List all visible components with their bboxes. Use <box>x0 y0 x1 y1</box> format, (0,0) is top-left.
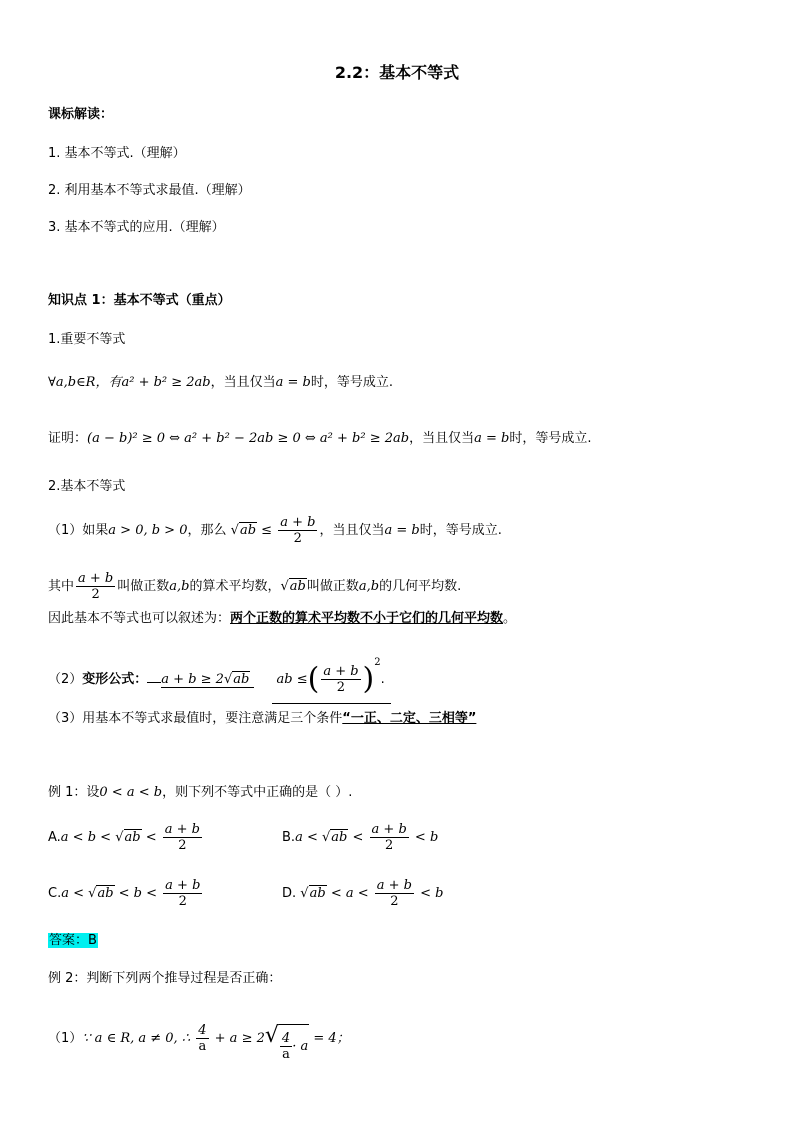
proof-expr: (a − b)² ≥ 0 ⇔ a² + b² − 2ab ≥ 0 ⇔ a² + b² ≥ 2ab <box>87 431 410 446</box>
variant-label: 变形公式： <box>82 672 148 687</box>
highlight-statement: 两个正数的算术平均数不小于它们的几何平均数 <box>230 611 504 626</box>
text: 其中 <box>48 579 75 594</box>
variant-formulas <box>48 640 391 704</box>
curriculum-heading: 课标解读： <box>48 107 114 122</box>
sqrt-expr: √ab <box>88 886 114 901</box>
sqrt-expr: √ab <box>115 830 141 845</box>
curriculum-item: 2. 利用基本不等式求最值.（理解） <box>48 183 251 198</box>
fraction: $\frac{a + b}{2}$ <box>164 822 200 853</box>
mean-definition <box>48 570 461 604</box>
text: 时，等号成立. <box>419 523 502 538</box>
equality-cond: a = b <box>275 375 311 390</box>
text: 的几何平均数. <box>379 579 462 594</box>
condition: 0 < a < b <box>99 785 163 800</box>
inequality-expr: a² + b² ≥ 2ab <box>121 375 211 390</box>
proof-line <box>48 430 591 448</box>
curriculum-item: 1. 基本不等式.（理解） <box>48 146 186 161</box>
text: （1）如果 <box>48 523 109 538</box>
text: ，当且仅当 <box>319 523 385 538</box>
option-d[interactable]: D. √ab < a < $\frac{a + b}{2}$ < b <box>282 876 444 912</box>
text: ，当且仅当 <box>210 375 276 390</box>
knowledge-heading: 知识点 1：基本不等式（重点） <box>48 293 231 308</box>
option-label: C. <box>48 886 62 901</box>
quantifier-expr: ∀a,b∈R，有 <box>48 375 122 390</box>
basic-inequality <box>48 514 502 548</box>
blank <box>147 682 161 683</box>
option-c[interactable]: C.a < √ab < b < $\frac{a + b}{2}$ <box>48 876 204 912</box>
text: （1） <box>48 1031 83 1046</box>
text: 叫做正数 <box>117 579 170 594</box>
option-label: B. <box>282 830 296 845</box>
conditions-phrase: “一正、二定、三相等” <box>342 711 477 726</box>
subsection-title: 1.重要不等式 <box>48 332 126 347</box>
fraction: $\frac{a + b}{2}$ <box>280 515 316 546</box>
option-b[interactable]: B.a < √ab < $\frac{a + b}{2}$ < b <box>282 820 438 856</box>
fraction: $\frac{a + b}{2}$ <box>165 878 201 909</box>
three-conditions <box>48 710 476 728</box>
sqrt-expr: √ab <box>300 886 326 901</box>
premise-expr: ∵ a ∈ R, a ≠ 0, ∴ <box>82 1031 191 1046</box>
option-label: D. <box>282 886 297 901</box>
text: 叫做正数 <box>306 579 359 594</box>
text: 例 1：设 <box>48 785 100 800</box>
text: （3）用基本不等式求最值时，要注意满足三个条件 <box>48 711 343 726</box>
curriculum-item: 3. 基本不等式的应用.（理解） <box>48 220 225 235</box>
example2-part1: （1）∵ a ∈ R, a ≠ 0, ∴ $\frac{4}{a}$ + a ≥ 2√ $\frac{4}{a}$ · a = 4； <box>48 1014 350 1069</box>
equality-cond: a = b <box>474 431 510 446</box>
subsection-title: 2.基本不等式 <box>48 479 126 494</box>
sqrt-expr: √ $\frac{4}{a}$ · a <box>265 1014 309 1069</box>
var-ab: a,b <box>358 579 380 594</box>
text: 时，等号成立. <box>310 375 394 390</box>
var-ab: a,b <box>169 579 190 594</box>
formula-2: ab ≤( $\frac{a + b}{2}$ )$^2$. <box>272 640 390 704</box>
page-title: 2.2：基本不等式 <box>334 63 460 82</box>
text: ，则下列不等式中正确的是（ ）. <box>162 785 353 800</box>
sqrt-expr: √ab <box>230 523 257 538</box>
text: 的算术平均数， <box>189 579 281 594</box>
fraction: $\frac{a + b}{2}$ <box>78 571 114 602</box>
restatement <box>48 610 516 628</box>
example1-stem <box>48 784 352 802</box>
answer-line <box>48 932 98 950</box>
text: ，当且仅当 <box>409 431 475 446</box>
equality-cond: a = b <box>384 523 420 538</box>
fraction: $\frac{a + b}{2}$ <box>371 822 407 853</box>
option-a[interactable]: A.a < b < √ab < $\frac{a + b}{2}$ <box>48 820 204 856</box>
text: 。 <box>503 611 517 626</box>
positive-cond: a > 0, b > 0 <box>108 523 188 538</box>
text: ，那么 <box>187 523 227 538</box>
sqrt-expr: √ab <box>321 830 348 845</box>
text: 时，等号成立. <box>509 431 592 446</box>
sqrt-expr: √ab <box>280 579 306 594</box>
text: （2） <box>48 672 83 687</box>
proof-label: 证明： <box>48 431 88 446</box>
fraction: $\frac{4}{a}$ <box>198 1023 207 1054</box>
fraction: $\frac{a + b}{2}$ <box>376 878 412 909</box>
formula-1: a + b ≥ 2√ab <box>161 672 254 688</box>
answer-badge: 答案：B <box>49 933 97 948</box>
example2-stem: 例 2：判断下列两个推导过程是否正确： <box>48 971 282 986</box>
option-label: A. <box>48 830 61 845</box>
text: 因此基本不等式也可以叙述为： <box>48 611 231 626</box>
le-symbol: ≤ <box>261 523 273 538</box>
important-inequality <box>48 374 393 392</box>
